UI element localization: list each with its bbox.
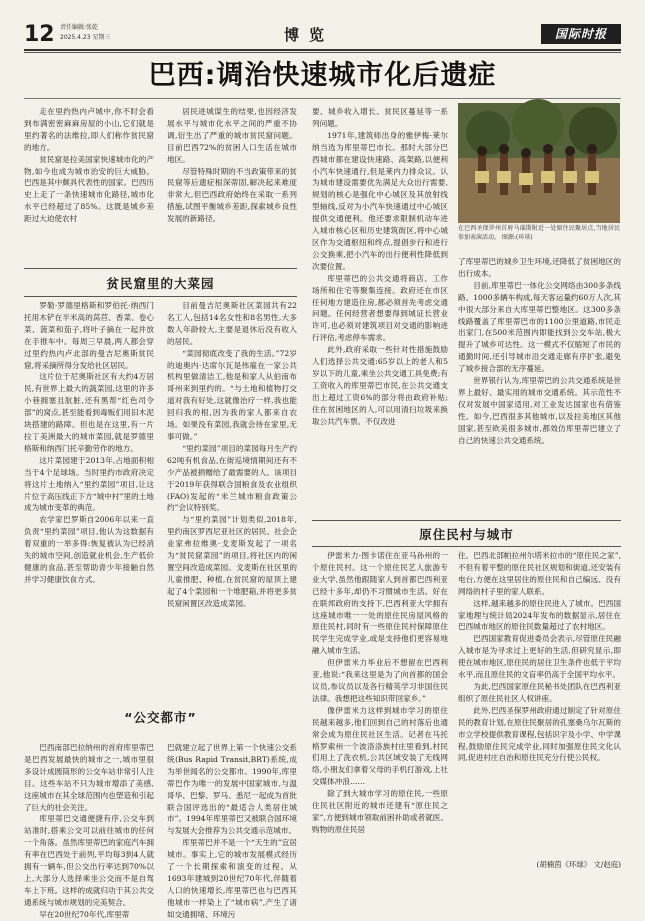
paragraph: 为此,巴西国家原住民秘书处团队在巴西利亚组织了原住民社区人权讲座。: [458, 681, 621, 703]
paragraph: 此外,政府采取一些针对性措施鼓励人们选择公共交通:65岁以上的老人和5岁以下的儿童,乘坐公共交通工具免费;有工资收入的库里蒂巴市民,在公共交通支出上超过工资6%的部分将由政府补贴;住在贫困地区的人,可以用清扫垃圾来换取公共汽车票。不仅改进: [312, 345, 448, 426]
paragraph: 此外,巴西圣保罗州政府通过制定了针对原住民的教育计划,在原住民聚居的孔塞桑乌尔瓦斯的市立学校提供教育课程,包括识字及小学、中学课程,鼓励原住民完成学业,同时加强原住民文化认同,促进村庄自治和原住民充分行使公民权。: [458, 705, 621, 763]
article-column-a4: [458, 256, 621, 510]
paragraph: 这片菜园建于2013年,占地面积相当于4个足球场。当时里约市政府决定将这片土地纳入“里约菜园”项目,让这片位于高压线正下方“城中村”里的土地成为城市变革的典范。: [24, 455, 154, 513]
paragraph: 伊雷米力·图卡诺住在亚马孙州的一个原住民村。这一个原住民艺人旅游专业大学,虽然他跟随家人到首都巴西利亚已经十多年,却仍不习惯城市生活。好在在联邦政府的支持下,巴西利亚大学拥有这座城市唯一一处的原住民房屋风格的原住民村,同时有一些原住民村保障原住民学生完成学业,或是支持他们更容易地融入城市生活。: [312, 551, 448, 656]
subhead-rule-top: [24, 268, 297, 269]
paragraph: 这片位于尼奥斯社区有大约4万居民,有世界上最大的蔬菜园,这里的许多小巷拥塞且肮脏,还有黑帮“红色司令部”的窝点,甚至能看到毒贩们用旧木泥块搭建的路障。但也是在这里,有一片拉丁美洲最大的城市菜园,就是罗德里格斯和纳西门托辛勤劳作的地方。: [24, 372, 154, 453]
article-column-d2: [458, 550, 621, 858]
header-rule: [24, 49, 621, 51]
page-header: [24, 22, 621, 48]
header-rule-thin: [24, 52, 621, 53]
editor-line: 责任编辑:张乾: [60, 24, 99, 31]
article-column-a3: [312, 106, 448, 506]
headline: 巴西:调治快速城市化后遗症: [148, 60, 497, 91]
masthead-logo: 国际时报: [541, 24, 621, 44]
page-number: 12: [24, 22, 55, 47]
section-title: 博览: [284, 26, 335, 44]
headline-rule: [24, 98, 621, 99]
paragraph: 目前曼吉尼奥斯社区菜园共有22名工人,包括14名女性和8名男性,大多数人年龄较大,主要是退休后没有收入的居民。: [167, 301, 297, 346]
subhead-indigenous-village: 原住民村与城市: [419, 527, 514, 542]
indigenous-dance-photo: [458, 103, 620, 223]
byline: (胡楠茵《环球》 文/赵庭): [536, 860, 621, 869]
paragraph: 世界银行认为,库里蒂巴的公共交通系统是世界上最好、最实用的城市交通系统。其示范性不仅对发展中国家适用,对工业发达国家也有借鉴性。如今,巴西很多其他城市,以及拉美地区其他国家,甚至欧美很多城市,都效仿库里蒂巴建立了自己的快速公共交通系统。: [458, 376, 621, 445]
article-column-a2: [167, 106, 297, 225]
article-column-b2: [167, 300, 297, 608]
photo-caption: 在巴西圣保罗州首府马瑙斯附近一处原住民聚居点,当地居民参加表演活动。 图源:(环球): [458, 225, 620, 241]
paragraph: 库里蒂巴交通便捷有序,公交车到站准时,搭乘公交可以前往城市的任何一个角落。虽然库里蒂巴的家庭汽车拥有率在巴西处于前列,平均每3到4人就拥有一辆车,但公交出行率达到70%以上,大部分人选择乘坐公交而不是自驾车上下班。这样的成就归功于其公共交通系统与城市规划的完美契合。: [24, 814, 154, 907]
paragraph: 贫民窟是拉美国家快速城市化的产物,如今也成为城市治安的巨大威胁。巴西是其中颇具代表性的国家。巴西历史上走了一条快速城市化路径,城市化水平已经超过了85%。这既是城乡差距过大迫使农村: [24, 154, 154, 224]
subhead-rule-bottom: [24, 296, 297, 297]
paragraph: 要、城乡收入增长、贫民区蔓延等一系列问题。: [312, 107, 448, 128]
date-line: 2025.4.23 星期三: [60, 34, 111, 41]
paragraph: 了库里蒂巴的城乡卫生环境,还降低了贫困地区的出行成本。: [458, 257, 621, 278]
paragraph: 目前,库里蒂巴一体化公交网络由300多条线路、1000多辆车构成,每天客运量约60万人次,其中很大部分来自大库里蒂巴整地区。这300多条线路覆盖了库里蒂巴市的1100公里道路,市民走出家门,在500米范围内即能找到公交车站,极大提升了城乡可达性。这一模式不仅缩短了市民的通勤时间,还引导城市沿交通走廊有序扩张,避免了城乡接合部的无序蔓延。: [458, 280, 621, 374]
paragraph: 库里蒂巴并不是一个“天生的”宜居城市。事实上,它的城市发展模式经历了一个长期探索和演变的过程。从1693年建城到20世纪70年代,伴随着人口的快速增长,库里蒂巴也与巴西其他城市一样染上了“城市病”,产生了诸如交通拥堵、环境污: [167, 838, 297, 919]
paragraph: 但伊雷米力毕业后不想留在巴西利亚,他说:“我来这里是为了向首都的国会议员,参议员以及各行精英学习非国住民法律。我想把这些知识带回家乡。”: [312, 658, 448, 703]
paragraph: 除了到大城市学习的原住民,一些原住民社区附近的城市还建有“原住民之家”,方便到城市领取前困补助或者就医、购物的原住民居: [312, 789, 448, 834]
paragraph: 库里蒂巴的公共交通将商店、工作场所和住宅等聚集连接。政府还在市区任何地方建造住房,都必须首先考虑交通问题。任何经营者想要得到城证长营业许可,也必须对建筑项目对交通的影响进行评估,考虑停车需求。: [312, 273, 448, 343]
paragraph: 巴西国家教育促进委员会表示,尽管原住民融入城市是为寻求过上更好的生活,但研究显示,即使在城市地区,原住民的居住卫生条件也低于平均水平,而且原住民的文盲率仍高于全国平均水平。: [458, 634, 621, 680]
paragraph: 巴就建立起了世界上第一个快速公交系统(Bus Rapid Transit,BRT)系统,成为举世闻名的公交都市。1990年,库里蒂巴作为唯一的发展中国家城市,与温哥华、巴黎、罗马、悉尼一起成为首批联合国评选出的“最适合人类居住城市”。1994年库里蒂巴又被联合国环境与发展大会推荐为公共交通示范城市。: [167, 743, 297, 836]
subhead-transit-city: “公交都市”: [124, 710, 197, 725]
paragraph: 早在20世纪70年代,库里蒂: [39, 909, 130, 919]
paragraph: 农学家巴罗斯自2006年以来一直负责“里约菜园”项目,他认为这数据有着双重的一举多得:恢复被认为已经消失的城市空间,创造就业机会,生产低价健康的食品,甚至帮助青少年接触自然并学习健康饮食方式。: [24, 515, 154, 584]
article-column-a1: [24, 106, 154, 225]
paragraph: 居民进城谋生的结果,也因经济发展水平与城市化水平之间的严重不协调,衍生出了严重的城市贫民窟问题。目前巴西72%的贫困人口生活在城市地区。: [167, 107, 297, 164]
header-meta: [60, 23, 110, 43]
paragraph: 1971年,建筑师出身的雅伊梅·莱尔纳当选为库里蒂巴市长。那时大部分巴西城市都在建设快速路、高架路,以便利小汽车快速通行,但是莱内力排众议。认为城市建设需要优先满足大众出行需要,规划的核心是强化中心城区及其放射线型轴线,反对为小汽车快速通过中心城区提供交通便利。他还要求限制机动车进入城市核心区和历史建筑街区,将中心城区作为交通枢纽和终点,提倡步行和进行公交换乘,把小汽车的出行便利性降低到次要位置。: [312, 130, 448, 271]
paragraph: 与“里约菜园”计划类似,2018年,里约南区罗西尼亚社区的居民、社会企业家弗拉维奥·戈麦斯发起了一项名为“贫民窟菜园”的项目,将社区内的闲置空间改造成菜园。戈麦斯在社区里的儿童推肥、种植,在贫民窟的屋顶上建起了4个菜园和一个堆肥箱,并将更多贫民窟闲置区改造成菜园。: [167, 515, 297, 608]
paragraph: 尽管特殊时期的不当政策带来的贫民窟等后遗症根深蒂固,解决起来难度非常大,但巴西政府始终在采取一系列措施,试图平衡城乡差距,探索城乡良性发展的新路径。: [167, 166, 297, 224]
news-photo: [458, 103, 620, 223]
paragraph: 罗勒·罗德里格斯和罗伯托·纳西门托用木铲在半米高的莴苣、香菜、卷心菜、菠菜和茄子,将叶子摘在一起并放在手推车中。每周三早晨,两人都会穿过里约热内卢北部的曼吉尼奥斯贫民窟,将采摘所得分发给社区居民。: [24, 301, 154, 370]
subhead-rule-bottom: [312, 546, 621, 547]
article-column-c1: [24, 742, 154, 919]
subhead-rule-top: [312, 520, 621, 521]
paragraph: 这样,越来越多的原住民进入了城市。巴西国家地理与统计局2024年发布的数据显示,居住在巴西城市地区的原住民数量超过了农村地区。: [458, 598, 621, 632]
paragraph: 像伊雷米力这样到城市学习的原住民越来越多,他们回到自己的村落后也通常会成为原住民社区生活。记者在马托格罗索州一个波洛洛族村庄里看到,村民们用上了洗衣机,公共区域安装了无线网络,小朋友们拿着父母的手机打游戏,上社交媒体冲浪……: [312, 705, 448, 787]
paragraph: “菜园彻底改变了我的生活。”72岁的迪奥内·达席尔瓦是伟雇在一家公共机构里做清洁工,他是和家人从伯南布哥州来到里约的。“与土地和植物打交道对我有好处,这就像治疗一样,我也能回归我的根,因为我的家人都来自农场。如果没有菜园,我就会待在家里,无事可做。”: [167, 348, 297, 441]
article-column-b1: [24, 300, 154, 588]
paragraph: 住。巴西北部帕拉州尔塔米拉市的“原住民之家”,不但有着平整的原住民社区规划和街道,还安装有电台,方便在这里居住的原住民和自己编远、没有网络的村子里的家人联系。: [458, 551, 621, 596]
paragraph: 巴西南部巴拉纳州的首府库里蒂巴是巴西发展最快的城市之一,城市里很多设计成圆筒形的公交车站非常引人注目。这些车站不只为城市增添了美感,这座城市在其全球范围内也塑造和引起了巨大的社会关注。: [24, 743, 154, 812]
article-column-d1: [312, 550, 448, 856]
subhead-vegetable-garden: 贫民窟里的大菜园: [106, 276, 215, 291]
article-column-c2: [167, 742, 297, 919]
paragraph: 走在里约热内卢城中,你不时会看到布满密密麻麻房屋的小山,它们就是里约著名的法维拉,即人们称作贫民窟的地方。: [24, 107, 154, 152]
paragraph: “里约菜园”项目的菜园每月生产约62吨有机食品,在街巡境情期间还有不少产品被捐赠给了最需要的人。该项目于2019年获得联合国粮食及农业组织(FAO)发起的“米兰城市粮食政策公约”会议特别奖。: [167, 443, 297, 513]
